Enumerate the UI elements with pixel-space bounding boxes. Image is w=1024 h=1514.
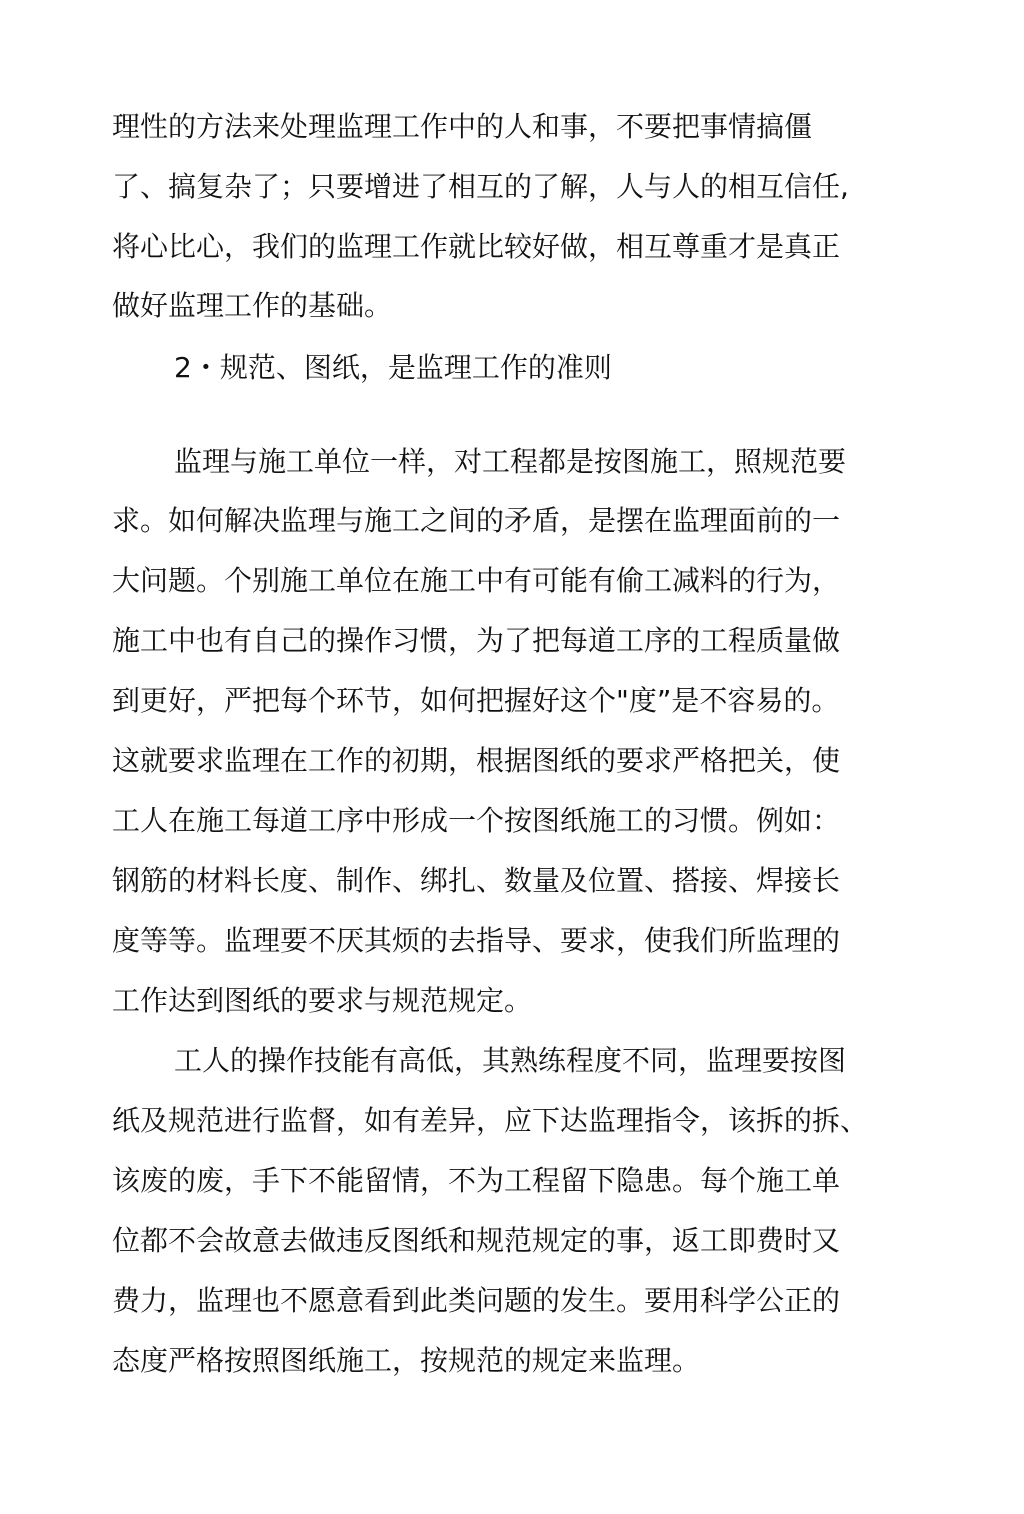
text-line: 施工中也有自己的操作习惯，为了把每道工序的工程质量做 [112,624,841,657]
text-line: 到更好，严把每个环节，如何把握好这个"度”是不容易的。 [112,684,840,717]
text-line: 大问题。个别施工单位在施工中有可能有偷工减料的行为， [112,564,841,597]
text-line: 理性的方法来处理监理工作中的人和事，不要把事情搞僵 [112,110,813,143]
text-line: 工人在施工每道工序中形成一个按图纸施工的习惯。例如： [112,804,841,837]
text-line: 工人的操作技能有高低，其熟练程度不同，监理要按图 [174,1044,847,1077]
text-line: 态度严格按照图纸施工，按规范的规定来监理。 [112,1344,701,1377]
text-line: 将心比心，我们的监理工作就比较好做，相互尊重才是真正 [112,230,841,263]
text-line: 工作达到图纸的要求与规范规定。 [112,984,533,1017]
text-line: 这就要求监理在工作的初期，根据图纸的要求严格把关，使 [112,744,841,777]
text-line: 了、搞复杂了；只要增进了相互的了解，人与人的相互信任, [112,170,849,203]
text-line: 钢筋的材料长度、制作、绑扎、数量及位置、搭接、焊接长 [112,864,841,897]
text-line: 监理与施工单位一样，对工程都是按图施工，照规范要 [174,445,847,478]
text-line: 费力，监理也不愿意看到此类问题的发生。要用科学公正的 [112,1284,841,1317]
text-line: 度等等。监理要不厌其烦的去指导、要求，使我们所监理的 [112,924,841,957]
text-line: 位都不会故意去做违反图纸和规范规定的事，返工即费时又 [112,1224,841,1257]
text-line: 该废的废，手下不能留情，不为工程留下隐患。每个施工单 [112,1164,841,1197]
text-line: 求。如何解决监理与施工之间的矛盾，是摆在监理面前的一 [112,504,841,537]
section-heading: 2・规范、图纸，是监理工作的准则 [174,351,612,384]
text-line: 纸及规范进行监督，如有差异，应下达监理指令，该拆的拆、 [112,1104,869,1137]
text-line: 做好监理工作的基础。 [112,289,393,322]
